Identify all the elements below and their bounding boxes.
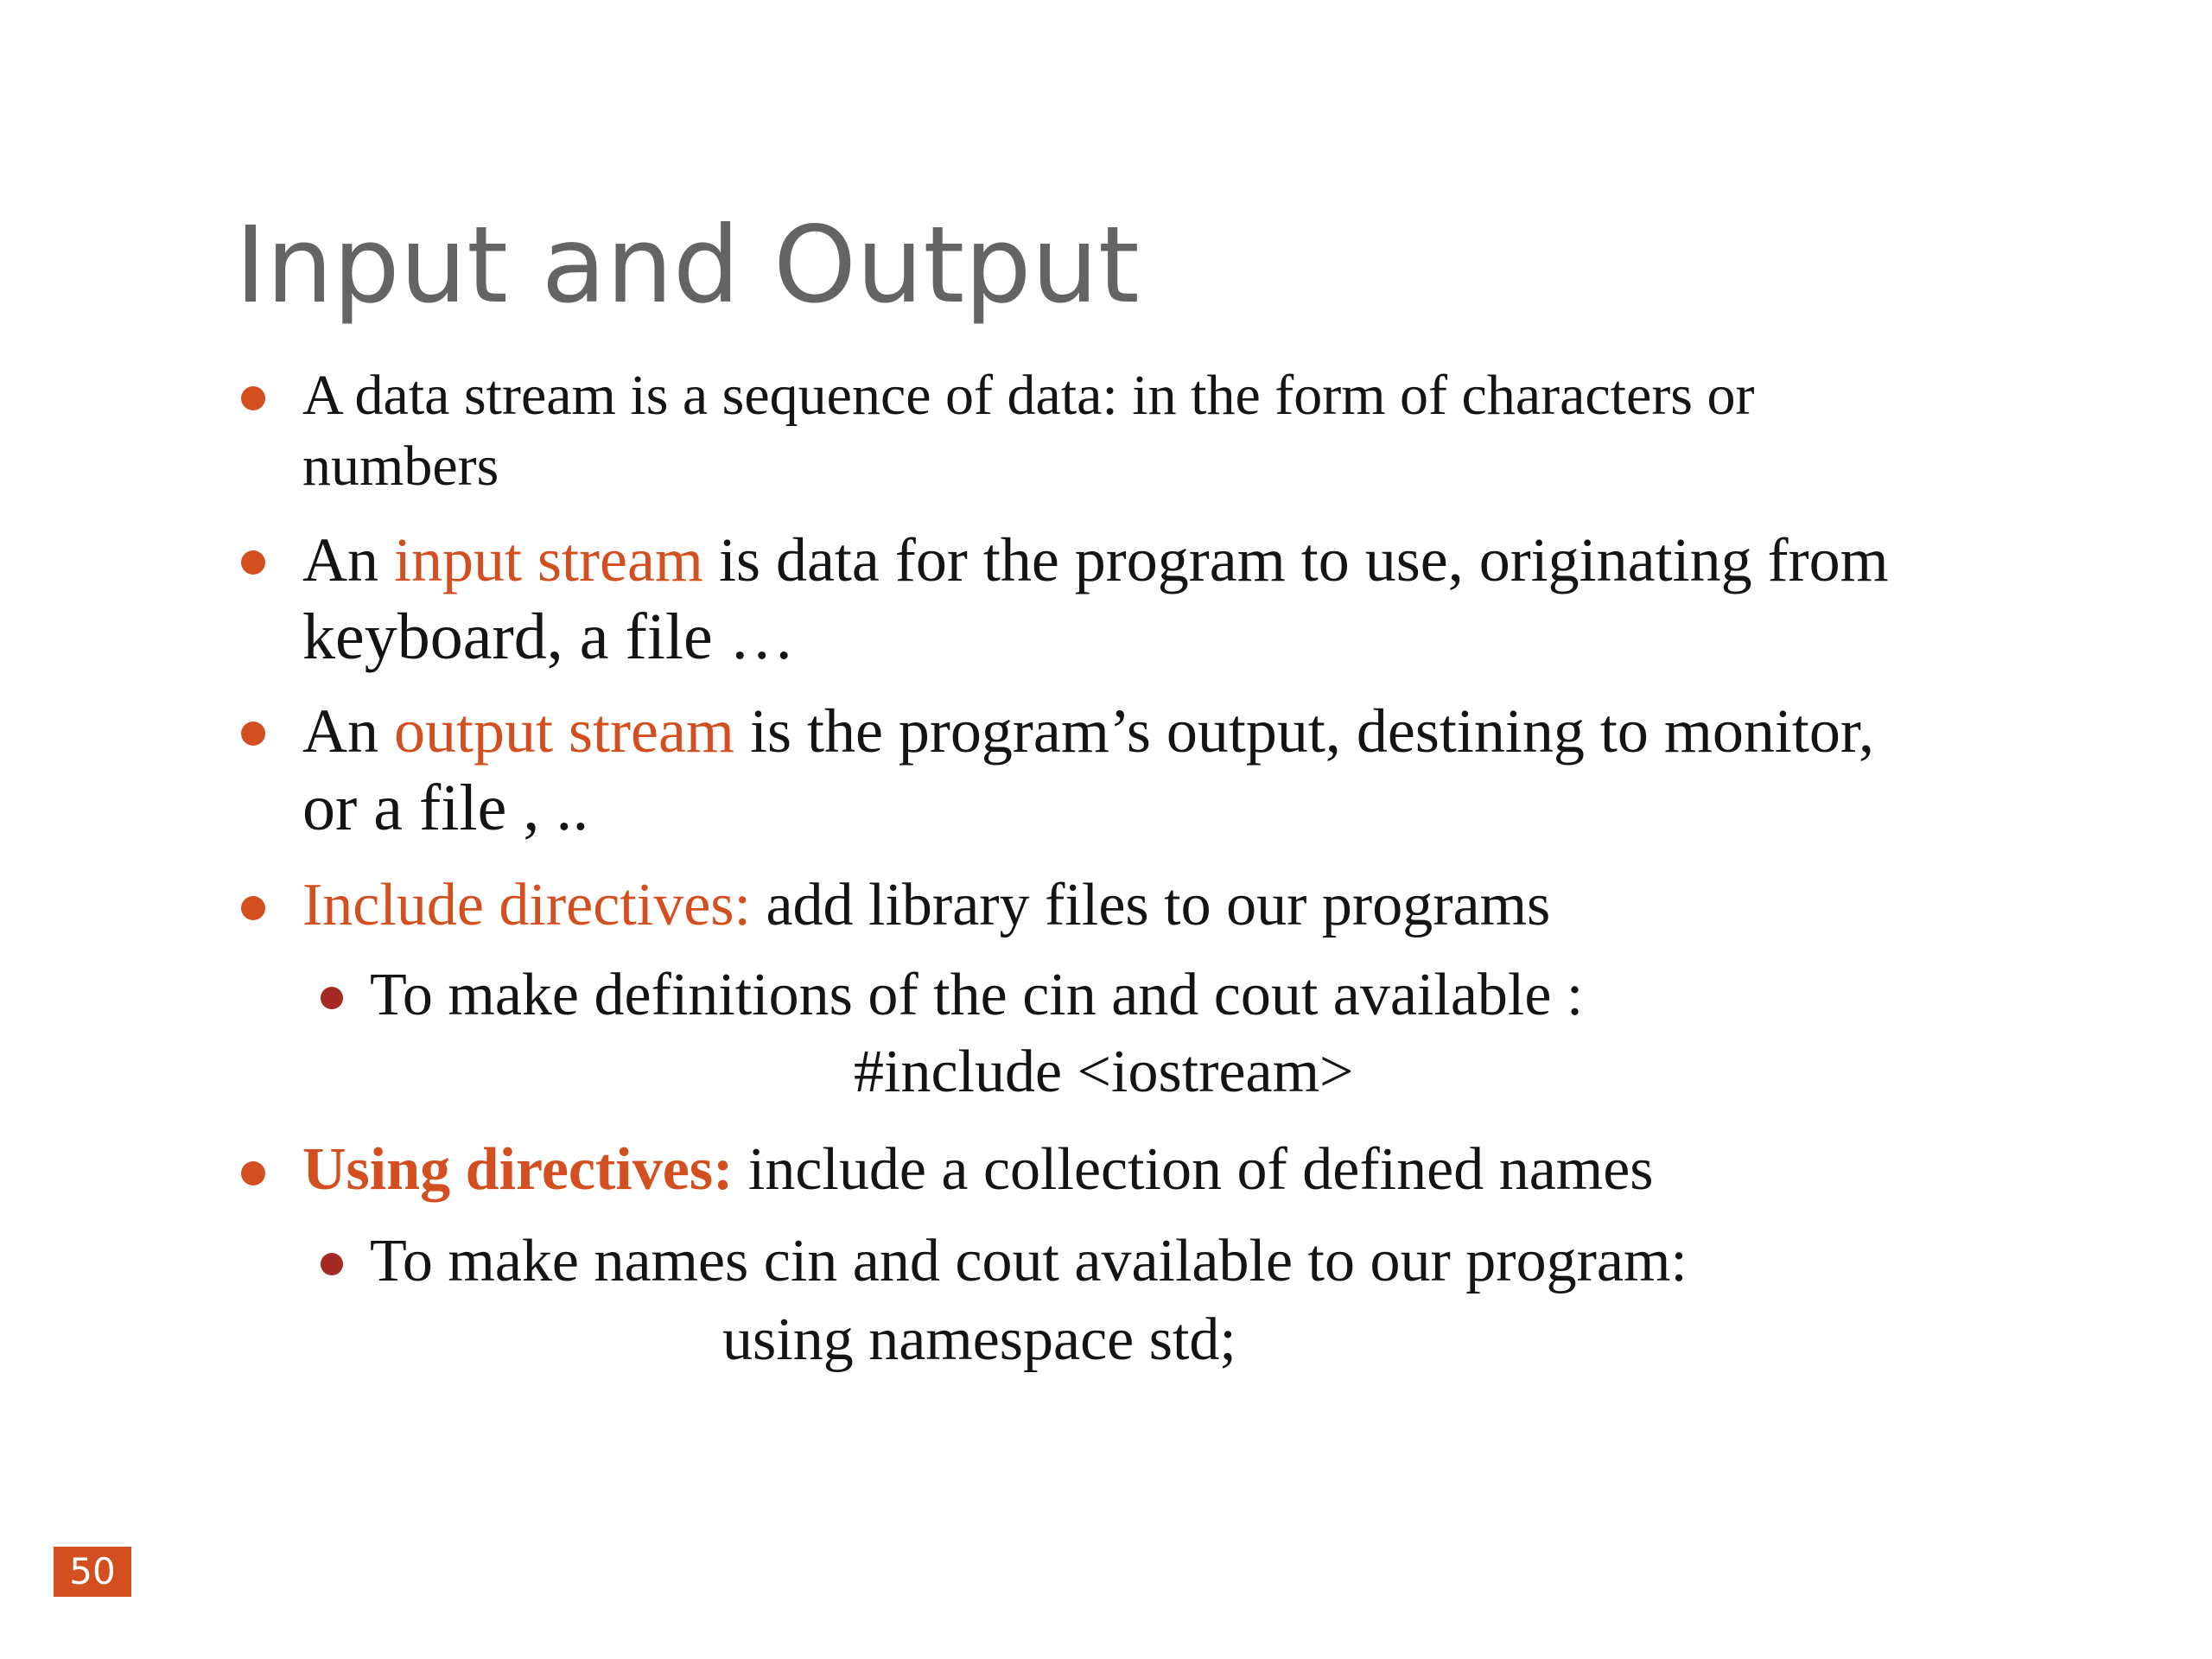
bullet-4-line-1 — [302, 869, 1550, 942]
bullet-3-post: is the program’s output, destining to monitor, — [734, 696, 1874, 766]
bullet-2-post: is data for the program to use, originating from — [702, 525, 1889, 594]
bullet-icon — [241, 896, 265, 920]
page-number-badge: 50 — [54, 1547, 131, 1597]
bullet-icon — [241, 1161, 265, 1185]
bullet-3-pre: An — [302, 696, 394, 766]
bullet-3-line-1 — [302, 694, 1874, 768]
bullet-2-line-2: keyboard, a file … — [302, 601, 795, 673]
using-directives-term: Using directives: — [302, 1136, 734, 1203]
include-iostream-code: #include <iostream> — [854, 1039, 1354, 1105]
sub-bullet-icon — [321, 987, 343, 1009]
bullet-2-pre: An — [302, 525, 394, 594]
slide-title: Input and Output — [235, 204, 1140, 327]
include-directives-term: Include directives: — [302, 872, 751, 938]
bullet-icon — [241, 550, 265, 575]
output-stream-term: output stream — [394, 696, 734, 766]
bullet-1-line-1: A data stream is a sequence of data: in the form of characters or — [302, 364, 1755, 427]
sub-bullet-4-text: To make definitions of the cin and cout available : — [370, 962, 1584, 1028]
bullet-1-line-2: numbers — [302, 435, 499, 498]
bullet-4-post: add library files to our programs — [750, 872, 1551, 938]
bullet-5-line-1 — [302, 1134, 1654, 1206]
sub-bullet-icon — [321, 1253, 343, 1275]
bullet-icon — [241, 721, 265, 746]
bullet-5-post: include a collection of defined names — [733, 1136, 1654, 1203]
input-stream-term: input stream — [394, 525, 703, 594]
sub-bullet-5-text: To make names cin and cout available to our program: — [370, 1228, 1688, 1294]
using-namespace-code: using namespace std; — [722, 1306, 1236, 1373]
bullet-3-line-2: or a file , .. — [302, 772, 589, 844]
bullet-2-line-1 — [302, 523, 1889, 597]
bullet-icon — [241, 386, 265, 410]
